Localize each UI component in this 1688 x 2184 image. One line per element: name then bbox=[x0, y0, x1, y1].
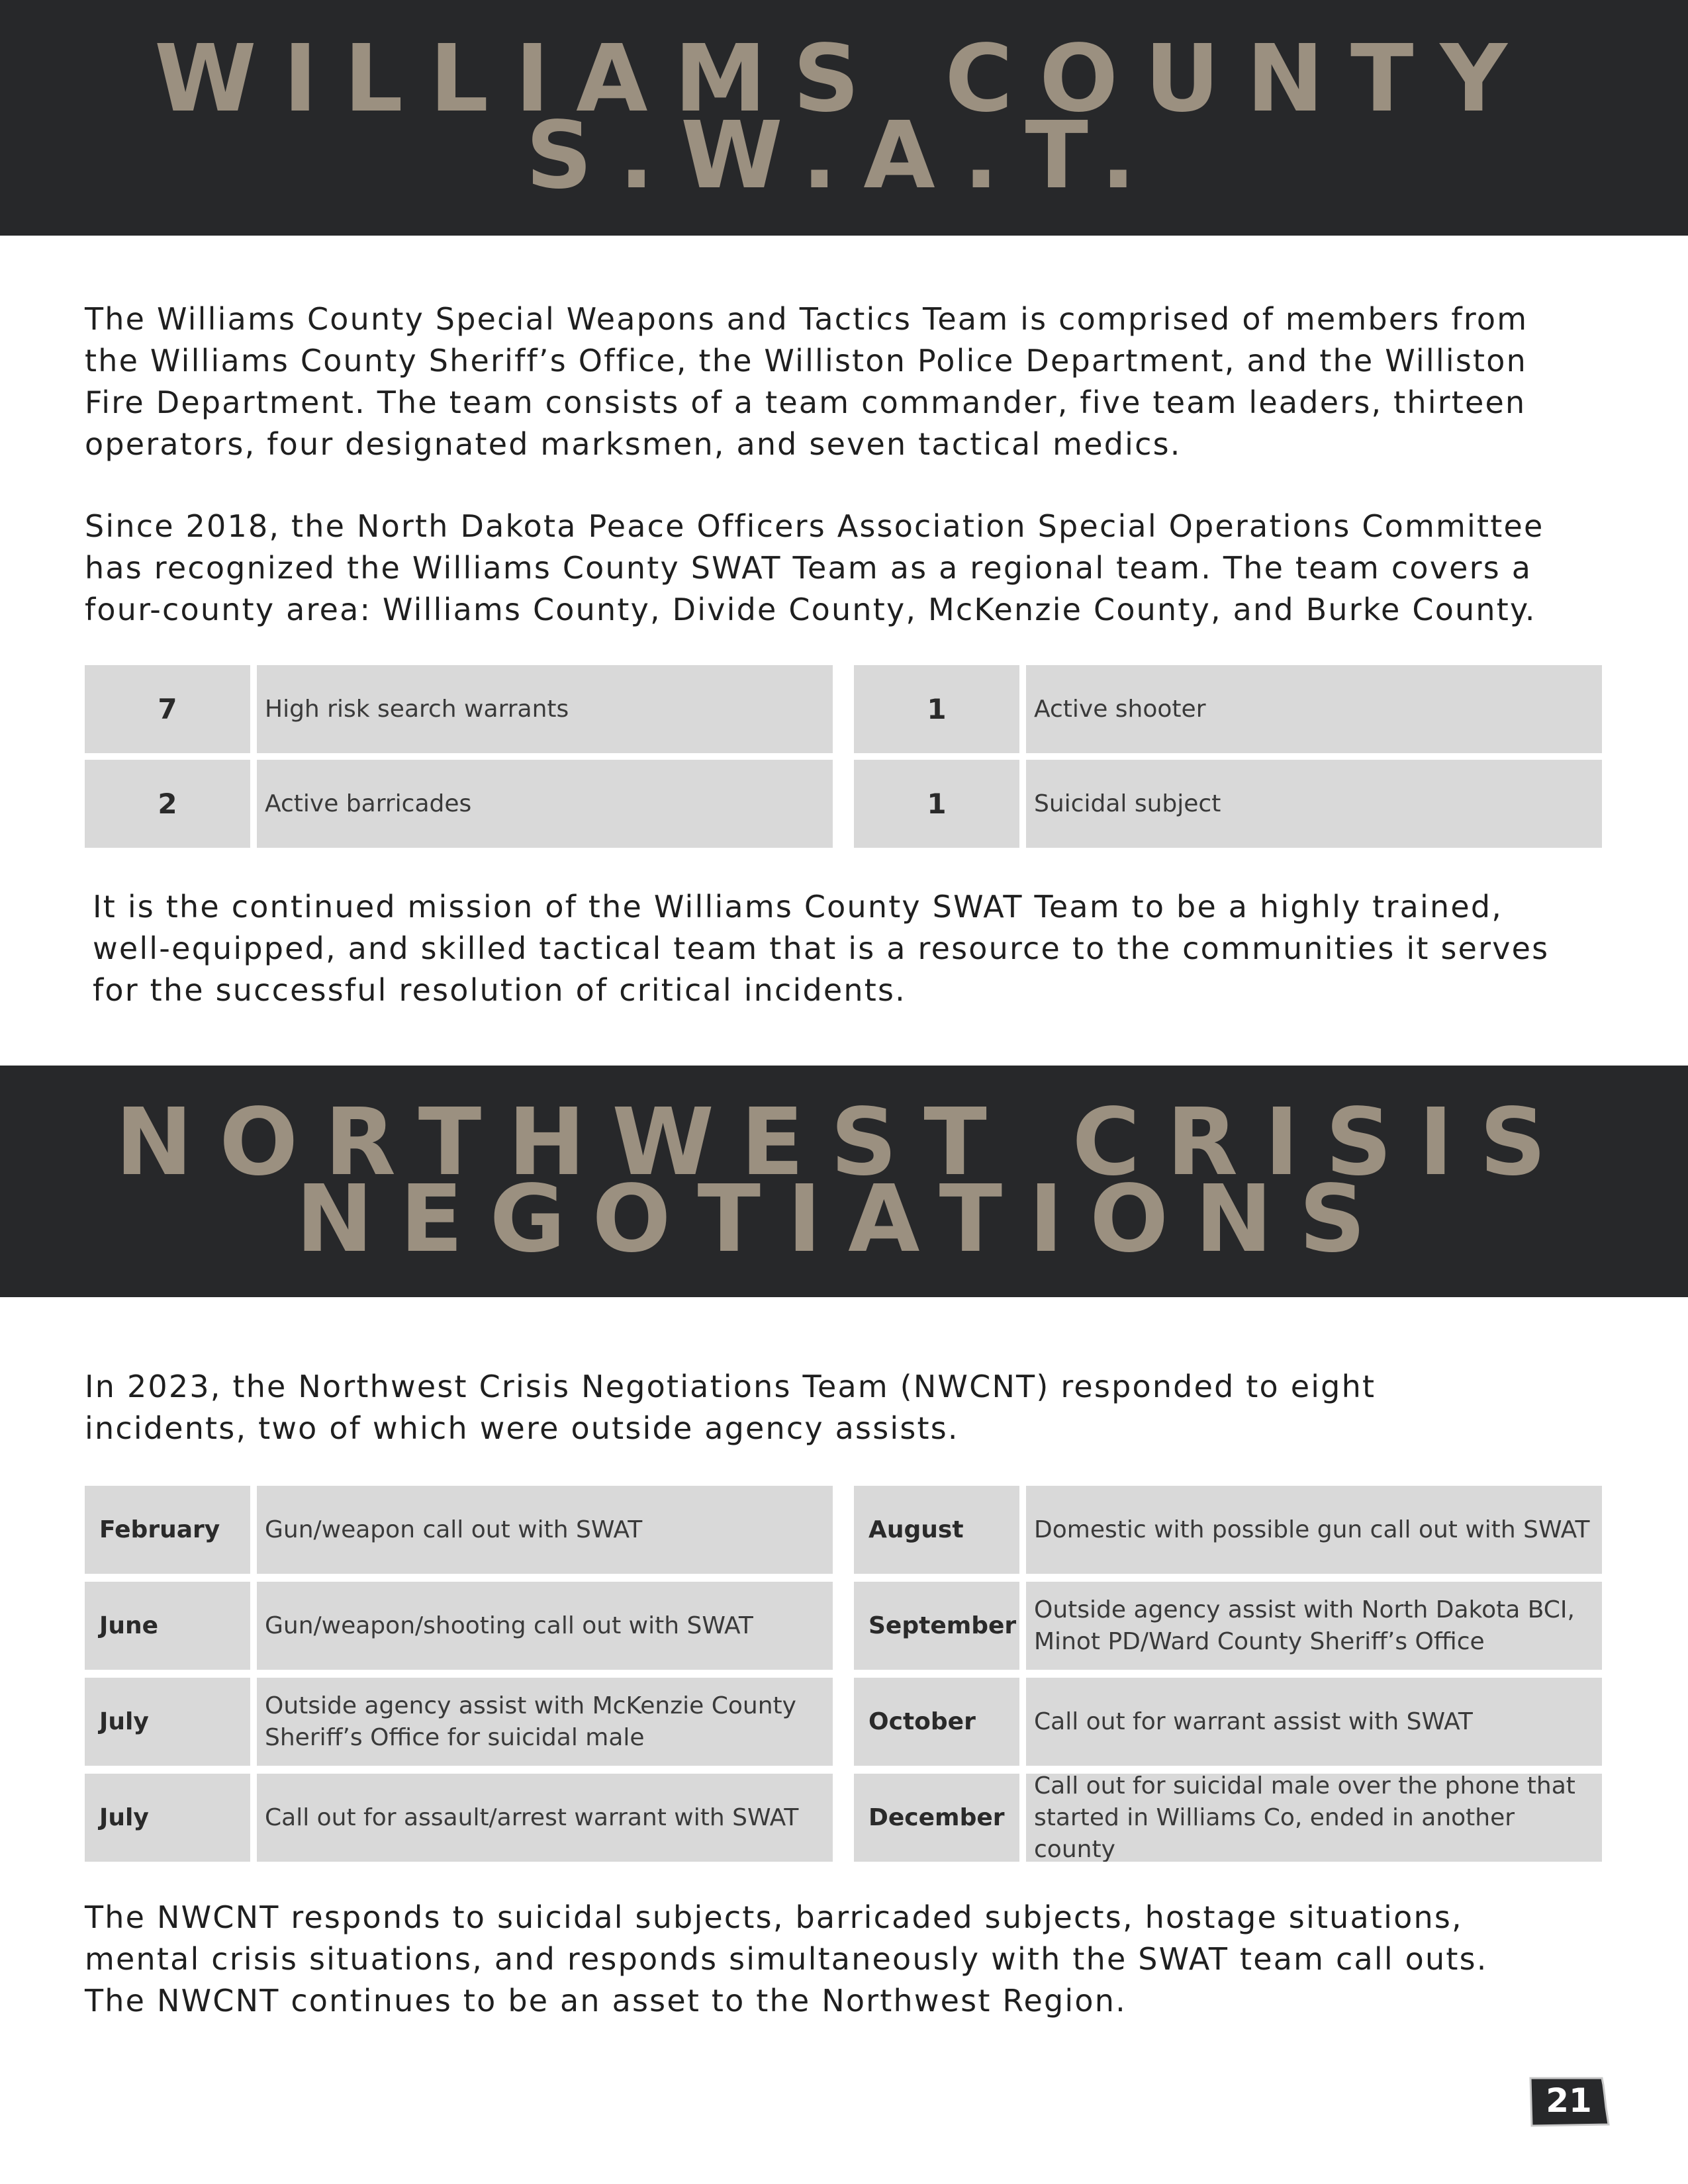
incident-description: Call out for assault/arrest warrant with SWAT bbox=[265, 1803, 799, 1831]
stat-label: Suicidal subject bbox=[1026, 760, 1602, 848]
text-line: incidents, two of which were outside agency assists. bbox=[85, 1410, 959, 1446]
text-line: for the successful resolution of critical incidents. bbox=[93, 972, 906, 1008]
swat-header-banner bbox=[0, 0, 1688, 236]
page-number-badge bbox=[1528, 2075, 1610, 2128]
stat-count: 1 bbox=[854, 665, 1019, 753]
swat-stats-table bbox=[85, 665, 1602, 848]
incident-month: October bbox=[854, 1678, 1019, 1766]
text-line: It is the continued mission of the Williams County SWAT Team to be a highly trained, bbox=[93, 889, 1503, 925]
swat-description-paragraph bbox=[85, 298, 1627, 465]
incident-description: Outside agency assist with North Dakota BCI, Minot PD/Ward County Sheriff’s Office bbox=[1034, 1596, 1575, 1655]
nwcnt-title-line-1: NORTHWEST CRISIS bbox=[115, 1089, 1573, 1197]
incident-description-cell bbox=[1026, 1582, 1602, 1670]
text-line: the Williams County Sheriff’s Office, the Williston Police Department, and the Williston bbox=[85, 343, 1527, 379]
incident-month: July bbox=[85, 1678, 250, 1766]
incident-description-cell bbox=[1026, 1774, 1602, 1862]
page-number: 21 bbox=[1546, 2081, 1592, 2120]
incident-description-cell bbox=[1026, 1678, 1602, 1766]
stat-label: Active barricades bbox=[257, 760, 833, 848]
text-line: The NWCNT continues to be an asset to the Northwest Region. bbox=[85, 1983, 1127, 2019]
incident-month: June bbox=[85, 1582, 250, 1670]
incident-row bbox=[85, 1774, 833, 1862]
incident-month: July bbox=[85, 1774, 250, 1862]
swat-title-line-2: S.W.A.T. bbox=[526, 102, 1162, 210]
nwcnt-intro-paragraph bbox=[85, 1366, 1627, 1449]
text-line: well-equipped, and skilled tactical team that is a resource to the communities it serves bbox=[93, 931, 1550, 966]
swat-title-line-1: WILLIAMS COUNTY bbox=[154, 25, 1534, 133]
stat-row bbox=[854, 760, 1602, 848]
incident-month: September bbox=[854, 1582, 1019, 1670]
incident-description-cell bbox=[257, 1774, 833, 1862]
stat-row bbox=[85, 665, 833, 753]
text-line: The NWCNT responds to suicidal subjects, barricaded subjects, hostage situations, bbox=[85, 1899, 1463, 1935]
stat-count: 7 bbox=[85, 665, 250, 753]
incident-description-cell bbox=[257, 1678, 833, 1766]
incident-row bbox=[854, 1582, 1602, 1670]
incident-row bbox=[854, 1774, 1602, 1862]
text-line: operators, four designated marksmen, and seven tactical medics. bbox=[85, 426, 1182, 462]
incident-row bbox=[854, 1678, 1602, 1766]
incident-month: August bbox=[854, 1486, 1019, 1574]
nwcnt-closing-paragraph bbox=[85, 1897, 1627, 2022]
incident-month: December bbox=[854, 1774, 1019, 1862]
incident-description-cell bbox=[257, 1582, 833, 1670]
stat-count: 1 bbox=[854, 760, 1019, 848]
nwcnt-header-banner bbox=[0, 1066, 1688, 1297]
stat-row bbox=[85, 760, 833, 848]
incident-row bbox=[85, 1678, 833, 1766]
incident-row bbox=[85, 1582, 833, 1670]
text-line: In 2023, the Northwest Crisis Negotiations Team (NWCNT) responded to eight bbox=[85, 1369, 1376, 1404]
incident-description-cell bbox=[1026, 1486, 1602, 1574]
incident-description: Call out for warrant assist with SWAT bbox=[1034, 1707, 1473, 1735]
nwcnt-title-line-2: NEGOTIATIONS bbox=[295, 1165, 1393, 1273]
text-line: has recognized the Williams County SWAT Team as a regional team. The team covers a bbox=[85, 550, 1532, 586]
incident-row bbox=[85, 1486, 833, 1574]
incident-description: Domestic with possible gun call out with SWAT bbox=[1034, 1516, 1590, 1543]
stat-label: High risk search warrants bbox=[257, 665, 833, 753]
text-line: Since 2018, the North Dakota Peace Officers Association Special Operations Committee bbox=[85, 508, 1544, 544]
incident-description-cell bbox=[257, 1486, 833, 1574]
incident-row bbox=[854, 1486, 1602, 1574]
incident-description: Gun/weapon call out with SWAT bbox=[265, 1516, 643, 1543]
text-line: mental crisis situations, and responds simultaneously with the SWAT team call outs. bbox=[85, 1941, 1488, 1977]
swat-regional-paragraph bbox=[85, 506, 1627, 631]
stat-row bbox=[854, 665, 1602, 753]
incident-description: Outside agency assist with McKenzie County Sheriff’s Office for suicidal male bbox=[265, 1692, 796, 1751]
stat-label: Active shooter bbox=[1026, 665, 1602, 753]
swat-mission-paragraph bbox=[93, 886, 1635, 1011]
text-line: four-county area: Williams County, Divide County, McKenzie County, and Burke County. bbox=[85, 592, 1536, 627]
stat-count: 2 bbox=[85, 760, 250, 848]
text-line: The Williams County Special Weapons and Tactics Team is comprised of members from bbox=[85, 301, 1528, 337]
incident-description: Gun/weapon/shooting call out with SWAT bbox=[265, 1612, 753, 1639]
incident-month: February bbox=[85, 1486, 250, 1574]
nwcnt-incidents-table bbox=[85, 1486, 1602, 1862]
incident-description: Call out for suicidal male over the phone that started in Williams Co, ended in another county bbox=[1034, 1774, 1575, 1862]
text-line: Fire Department. The team consists of a team commander, five team leaders, thirteen bbox=[85, 385, 1526, 420]
